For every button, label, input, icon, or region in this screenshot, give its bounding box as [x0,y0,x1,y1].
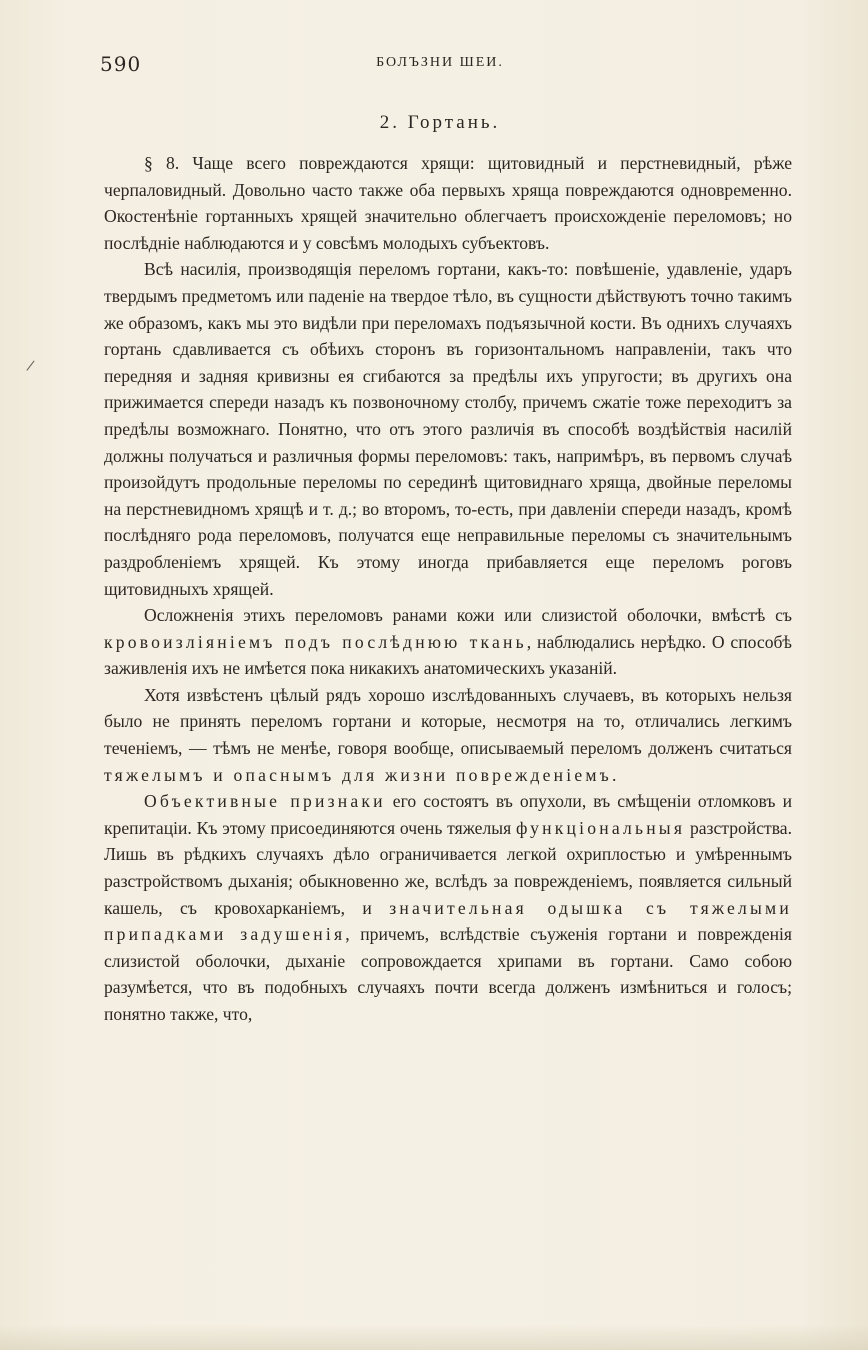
emphasized-text: Объективные признаки [144,791,386,812]
paragraph-3-text: Осложненія этихъ переломовъ ранами кожи или слизистой оболочки, вмѣстѣ съ [144,605,792,626]
paragraph-4-text: . [611,764,617,785]
running-head [100,52,780,76]
page-edge-stain [0,1324,868,1350]
paragraph-5-text: , причемъ, вслѣдствіе съуженія гортани и поврежденія слизистой оболочки, дыханіе сопровождается хрипами въ гортани. Само собою разумѣется, что въ подобныхъ случаяхъ почти всегда долженъ измѣниться и голосъ; понятно также, что, [104,924,792,1024]
paragraph-1: § 8. Чаще всего повреждаются хрящи: щитовидный и перстневидный, рѣже черпаловидный. Довольно часто также оба первыхъ хряща повреждаются одновременно. Окостенѣніе гортанныхъ хрящей значительно облегчаетъ происхожденіе переломовъ; но послѣдніе наблюдаются и у совсѣмъ молодыхъ субъектовъ. [104,153,792,253]
emphasized-text: тяжелымъ и опаснымъ для жизни поврежденіемъ [104,764,612,785]
margin-pencil-mark: / [25,357,36,375]
section-title: 2. Гортань. [379,112,501,133]
emphasized-text: кровоизліяніемъ подъ послѣднюю ткань [104,631,527,652]
paragraph-5-text: разстройства. Лишь въ рѣдкихъ случаяхъ дѣло ограничивается легкой охриплостью и умѣреннымъ разстройствомъ дыханія; обыкновенно же, вслѣдъ за поврежденіемъ, появляется сильный кашель, съ кровохарканіемъ, и [104,817,792,918]
paragraph-5-text: его состоятъ въ опухоли, въ смѣщеніи отломковъ и крепитаціи. Къ этому присоединяются очень тяжелыя [104,791,792,838]
emphasized-text: функціональныя [515,817,686,838]
paragraph-5 [104,788,792,1027]
paragraph-2: Всѣ насилія, производящія переломъ гортани, какъ-то: повѣшеніе, удавленіе, ударъ твердымъ предметомъ или паденіе на твердое тѣло, въ сущности дѣйствуютъ точно такимъ же образомъ, какъ мы это видѣли при переломахъ подъязычной кости. Въ однихъ случаяхъ гортань сдавливается съ обѣихъ сторонъ въ горизонтальномъ направленіи, такъ что передняя и задняя кривизны ея сгибаются за предѣлы ихъ упругости; въ другихъ она прижимается спереди назадъ къ позвоночному столбу, причемъ сжатіе тоже переходитъ за предѣлы возможнаго. Понятно, что отъ этого различія въ способѣ воздѣйствія насилій должны получаться и различныя формы переломовъ: такъ, напримѣръ, въ первомъ случаѣ произойдутъ продольные переломы по серединѣ щитовиднаго хряща, двойные переломы на перстневидномъ хрящѣ и т. д.; во второмъ, то-есть, при давленіи спереди назадъ, кромѣ послѣдняго рода переломовъ, получатся еще неправильные переломы съ значительнымъ раздробленіемъ хрящей. Къ этому иногда прибавляется еще переломъ роговъ щитовидныхъ хрящей. [104,259,792,599]
body-text [104,150,792,1028]
paragraph-3 [104,602,792,682]
page-number: 590 [100,52,142,76]
paragraph-4 [104,682,792,788]
running-title: БОЛЪЗНИ ШЕИ. [376,55,504,70]
paragraph-4-text: Хотя извѣстенъ цѣлый рядъ хорошо изслѣдованныхъ случаевъ, въ которыхъ нельзя было не принять переломъ гортани и которые, несмотря на то, отличались легкимъ теченіемъ, — тѣмъ не менѣе, говоря вообще, описываемый переломъ долженъ считаться [104,684,792,759]
emphasized-text: значительная одышка съ тяжелыми припадками задушенія [104,897,792,945]
paragraph-3-text: , наблюдались нерѣдко. О способѣ заживленія ихъ не имѣется пока никакихъ анатомическихъ указаній. [104,631,792,679]
